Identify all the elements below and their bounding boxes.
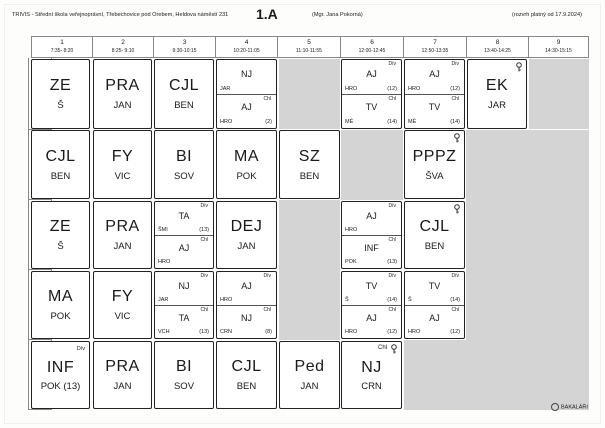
group-slot[interactable] — [155, 236, 213, 269]
subject: TA — [178, 211, 190, 221]
room: (13) — [199, 329, 209, 335]
teacher: HRO — [408, 329, 421, 335]
teacher: BEN — [50, 171, 71, 182]
teacher: POK (13) — [40, 381, 81, 392]
room: (8) — [265, 329, 272, 335]
lesson-cell[interactable] — [31, 341, 90, 409]
group-tag: Dív — [388, 61, 396, 67]
group-tag: Chl — [377, 345, 387, 351]
empty-slot — [529, 59, 589, 129]
subject: CJL — [45, 148, 76, 165]
lesson-cell-split[interactable] — [341, 271, 402, 339]
lesson-cell[interactable] — [341, 341, 402, 409]
subject: NJ — [241, 313, 252, 323]
group-tag: Chl — [388, 307, 396, 313]
lesson-cell[interactable] — [31, 201, 90, 269]
group-tag: Dív — [388, 273, 396, 279]
lesson-cell[interactable] — [31, 271, 90, 339]
subject: PRA — [105, 218, 140, 235]
empty-slot — [279, 270, 340, 340]
class-name: 1.A — [256, 6, 278, 22]
group-tag: Dív — [76, 346, 85, 352]
teacher: Š — [57, 241, 64, 252]
teacher: BEN — [236, 381, 257, 392]
subject: FY — [111, 148, 134, 165]
group-tag: Chl — [388, 237, 396, 243]
period-header: 1 7:35- 8:20 — [31, 36, 92, 58]
lesson-cell[interactable] — [216, 130, 277, 199]
room: (12) — [387, 86, 397, 92]
period-header: 8 13:40-14:25 — [466, 36, 528, 58]
subject: PPPZ — [412, 148, 457, 165]
subject: TV — [428, 102, 441, 112]
room: (14) — [387, 119, 397, 125]
period-header: 3 9:30-10:15 — [153, 36, 215, 58]
lesson-cell[interactable] — [93, 201, 152, 269]
group-tag: Chl — [263, 307, 271, 313]
subject: CJL — [419, 218, 450, 235]
teacher: JAR — [158, 297, 169, 303]
lesson-cell[interactable] — [216, 201, 277, 269]
lesson-cell[interactable] — [216, 341, 277, 409]
empty-slot — [404, 340, 589, 410]
key-icon — [515, 62, 523, 72]
teacher: SOV — [173, 381, 195, 392]
group-slot[interactable] — [342, 306, 401, 339]
subject: TV — [365, 281, 378, 291]
lesson-cell[interactable] — [31, 59, 90, 129]
room: (14) — [450, 119, 460, 125]
teacher: Š — [345, 297, 349, 303]
subject: AJ — [366, 211, 377, 221]
teacher: HRO — [220, 297, 233, 303]
lesson-cell[interactable] — [93, 130, 152, 199]
group-slot[interactable] — [405, 272, 464, 306]
subject: FY — [111, 288, 134, 305]
group-slot[interactable] — [342, 95, 401, 129]
room: (13) — [199, 227, 209, 233]
group-slot[interactable] — [217, 272, 276, 306]
empty-slot — [466, 130, 589, 200]
subject: BI — [175, 148, 193, 165]
subject: PRA — [105, 77, 140, 94]
group-slot[interactable] — [217, 95, 276, 129]
lesson-cell[interactable] — [404, 201, 465, 269]
subject: ZE — [49, 77, 72, 94]
group-slot[interactable] — [342, 202, 401, 236]
group-tag: Dív — [388, 203, 396, 209]
subject: PRA — [105, 358, 140, 375]
teacher: CRN — [361, 381, 382, 392]
period-header: 6 12:00-12:45 — [340, 36, 403, 58]
teacher: HRO — [158, 259, 171, 265]
subject: AJ — [178, 243, 190, 253]
subject: NJ — [361, 359, 382, 376]
group-tag: Chl — [451, 307, 459, 313]
subject: NJ — [241, 69, 252, 79]
bakalari-logo: BAKALÁŘI — [551, 403, 588, 411]
lesson-cell-split[interactable] — [154, 201, 214, 269]
subject: AJ — [429, 313, 440, 323]
group-tag: Dív — [200, 203, 208, 209]
group-slot[interactable] — [155, 202, 213, 236]
subject: TV — [365, 102, 378, 112]
subject: BI — [175, 358, 193, 375]
teacher: JAN — [113, 100, 132, 111]
subject: AJ — [241, 102, 252, 112]
lesson-cell[interactable] — [279, 341, 340, 409]
group-tag: Chl — [388, 96, 396, 102]
teacher: JAN — [300, 381, 319, 392]
period-header: 9 14:30-15:15 — [528, 36, 589, 58]
subject: DEJ — [230, 218, 263, 235]
lesson-cell-split[interactable] — [404, 59, 465, 129]
teacher: CRN — [220, 329, 232, 335]
lesson-cell[interactable] — [154, 59, 214, 129]
teacher: HRO — [408, 86, 421, 92]
room: (14) — [387, 297, 397, 303]
class-teacher: (Mgr. Jana Pokorná) — [312, 12, 363, 18]
group-tag: Dív — [451, 61, 459, 67]
group-tag: Chl — [263, 96, 271, 102]
group-tag: Chl — [451, 96, 459, 102]
lesson-cell[interactable] — [93, 341, 152, 409]
room: (12) — [450, 329, 460, 335]
teacher: BEN — [424, 241, 445, 252]
teacher: JAN — [237, 241, 256, 252]
group-slot[interactable] — [155, 306, 213, 339]
lesson-cell[interactable] — [154, 341, 214, 409]
lesson-cell-split[interactable] — [216, 59, 277, 129]
lesson-cell[interactable] — [154, 130, 214, 199]
teacher: Š — [408, 297, 412, 303]
period-header: 2 8:25- 9:10 — [92, 36, 153, 58]
group-slot[interactable] — [217, 306, 276, 339]
teacher: HRO — [345, 329, 358, 335]
group-slot[interactable] — [405, 95, 464, 129]
school-name: TRIVIS - Střední škola veřejnoprávní, Třebechovice pod Orebem, Heldova náměstí 231 — [12, 12, 229, 18]
validity-note: (rozvrh platný od 17.9.2024) — [512, 12, 582, 18]
subject: CJL — [169, 77, 199, 94]
group-tag: Dív — [200, 273, 208, 279]
group-slot[interactable] — [217, 60, 276, 95]
lesson-cell[interactable] — [404, 130, 465, 199]
lesson-cell-split[interactable] — [404, 271, 465, 339]
lesson-cell-split[interactable] — [341, 59, 402, 129]
lesson-cell[interactable] — [93, 59, 152, 129]
teacher: POK — [345, 259, 357, 265]
teacher: JAN — [113, 241, 132, 252]
empty-slot — [466, 270, 589, 340]
lesson-cell-split[interactable] — [216, 271, 277, 339]
teacher: HRO — [220, 119, 233, 125]
key-icon — [390, 344, 398, 354]
lesson-cell[interactable] — [279, 130, 340, 199]
teacher: VCH — [158, 329, 170, 335]
subject: MA — [48, 288, 73, 305]
teacher: Š — [57, 100, 64, 111]
subject: INF — [364, 243, 379, 253]
teacher: HRO — [345, 227, 358, 233]
teacher: BEN — [299, 171, 320, 182]
group-tag: Dív — [263, 273, 271, 279]
subject: INF — [46, 359, 75, 376]
subject: EK — [485, 77, 509, 94]
subject: TV — [428, 281, 441, 291]
group-slot[interactable] — [405, 60, 464, 95]
subject: ZE — [49, 218, 72, 235]
teacher: ŠVA — [425, 171, 444, 182]
teacher: JAR — [488, 100, 506, 111]
group-slot[interactable] — [405, 306, 464, 339]
subject: TA — [178, 313, 190, 323]
teacher: ŠMI — [158, 227, 168, 233]
teacher: HRO — [345, 86, 358, 92]
subject: AJ — [366, 69, 377, 79]
logo-icon — [551, 403, 559, 411]
subject: SZ — [298, 148, 321, 165]
teacher: MĚ — [345, 119, 354, 125]
key-icon — [453, 204, 461, 214]
period-header: 5 11:10-11:55 — [277, 36, 340, 58]
subject: AJ — [241, 281, 252, 291]
room: (12) — [387, 329, 397, 335]
lesson-cell[interactable] — [31, 130, 90, 199]
group-slot[interactable] — [342, 60, 401, 95]
period-header: 4 10:20-11:05 — [215, 36, 277, 58]
room: (12) — [450, 86, 460, 92]
empty-slot — [279, 59, 340, 129]
group-slot[interactable] — [342, 272, 401, 306]
lesson-cell-split[interactable] — [154, 271, 214, 339]
group-tag: Chl — [200, 307, 208, 313]
period-header: 7 12:50-13:35 — [403, 36, 466, 58]
teacher: VIC — [114, 171, 131, 182]
subject: Ped — [294, 358, 325, 375]
teacher: VIC — [114, 311, 131, 322]
room: (13) — [387, 259, 397, 265]
lesson-cell[interactable] — [467, 59, 527, 129]
group-slot[interactable] — [155, 272, 213, 306]
teacher: JAN — [113, 381, 132, 392]
subject: NJ — [178, 281, 190, 291]
group-tag: Chl — [200, 237, 208, 243]
room: (14) — [450, 297, 460, 303]
subject: AJ — [429, 69, 440, 79]
subject: MA — [234, 148, 259, 165]
group-slot[interactable] — [342, 236, 401, 269]
empty-slot — [279, 200, 340, 270]
teacher: MĚ — [408, 119, 417, 125]
teacher: BEN — [174, 100, 194, 111]
lesson-cell[interactable] — [93, 271, 152, 339]
empty-slot — [466, 200, 589, 270]
teacher: POK — [236, 171, 257, 182]
group-tag: Dív — [451, 273, 459, 279]
key-icon — [453, 133, 461, 143]
room: (2) — [265, 119, 272, 125]
empty-slot — [341, 130, 403, 200]
lesson-cell-split[interactable] — [341, 201, 402, 269]
teacher: JAR — [220, 86, 231, 92]
teacher: POK — [50, 311, 71, 322]
teacher: SOV — [173, 171, 195, 182]
subject: AJ — [366, 313, 377, 323]
subject: CJL — [231, 358, 262, 375]
